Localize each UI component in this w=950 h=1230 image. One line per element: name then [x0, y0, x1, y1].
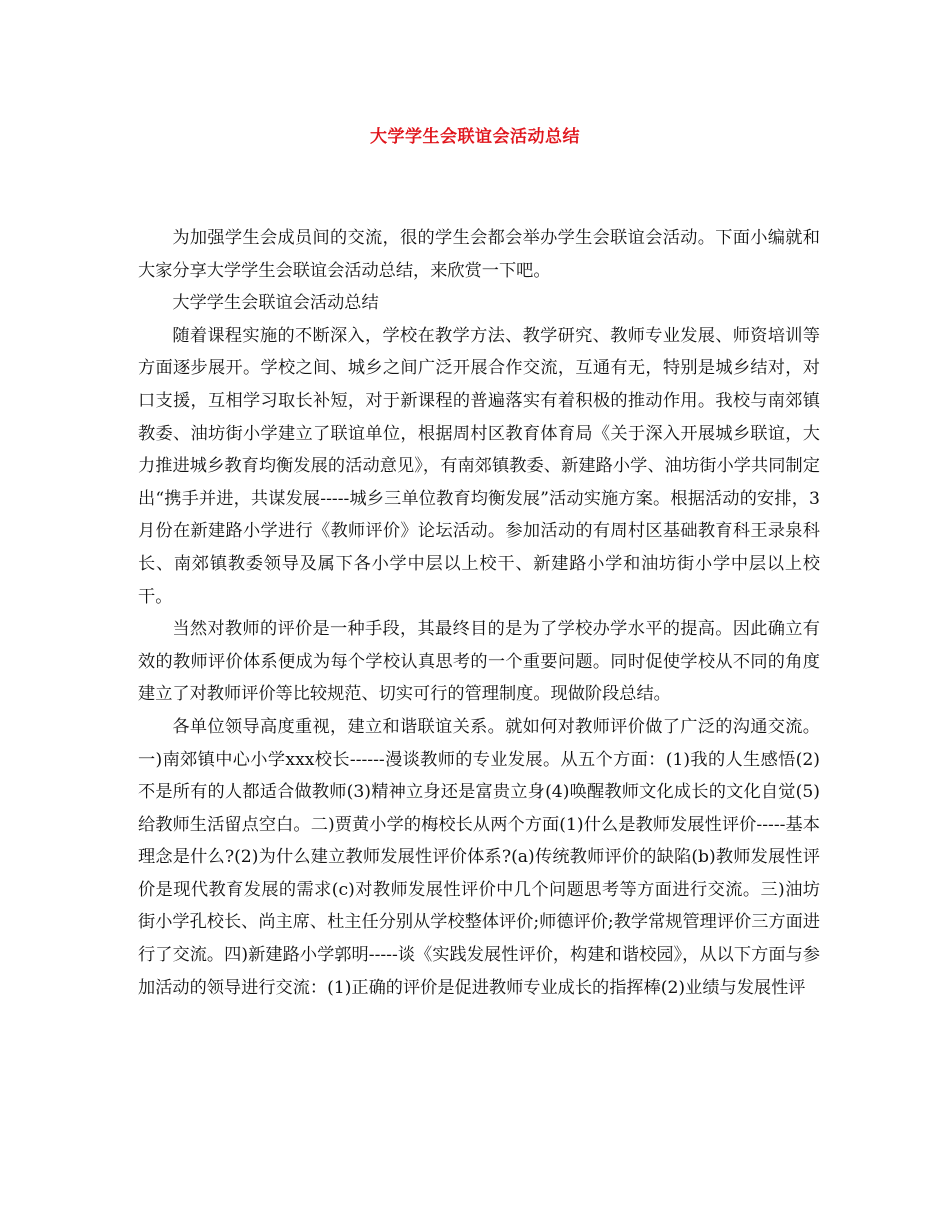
paragraph-subtitle: 大学学生会联谊会活动总结	[172, 293, 379, 314]
paragraph-background: 随着课程实施的不断深入，学校在教学方法、教学研究、教师专业发展、师资培训等方面逐步展开。学校之间、城乡之间广泛开展合作交流，互通有无，特别是城乡结对，对口支援，互相学习取长补短，对于新课程的普遍落实有着积极的推动作用。我校与南郊镇教委、油坊街小学建立了联谊单位，根据周村区教育体育局《关于深入开展城乡联谊，大力推进城乡教育均衡发展的活动意见》，有南郊镇教委、新建路小学、油坊街小学共同制定出“携手并进，共谋发展-----城乡三单位教育均衡发展”活动实施方案。根据活动的安排，3月份在新建路小学进行《教师评价》论坛活动。参加活动的有周村区基础教育科王录泉科长、南郊镇教委领导及属下各小学中层以上校干、新建路小学和油坊街小学中层以上校干。	[138, 325, 820, 607]
paragraph-purpose: 当然对教师的评价是一种手段，其最终目的是为了学校办学水平的提高。因此确立有效的教师评价体系便成为每个学校认真思考的一个重要问题。同时促使学校从不同的角度建立了对教师评价等比较规范、切实可行的管理制度。现做阶段总结。	[138, 619, 820, 705]
document-body	[138, 222, 820, 1004]
paragraph-intro: 为加强学生会成员间的交流，很的学生会都会举办学生会联谊会活动。下面小编就和大家分享大学学生会联谊会活动总结，来欣赏一下吧。	[138, 228, 820, 281]
document-title: 大学学生会联谊会活动总结	[370, 127, 580, 147]
paragraph-exchange: 各单位领导高度重视，建立和谐联谊关系。就如何对教师评价做了广泛的沟通交流。一)南郊镇中心小学xxx校长------漫谈教师的专业发展。从五个方面：(1)我的人生感悟(2)不是所有的人都适合做教师(3)精神立身还是富贵立身(4)唤醒教师文化成长的文化自觉(5)给教师生活留点空白。二)贾黄小学的梅校长从两个方面(1)什么是教师发展性评价-----基本理念是什么?(2)为什么建立教师发展性评价体系?(a)传统教师评价的缺陷(b)教师发展性评价是现代教育发展的需求(c)对教师发展性评价中几个问题思考等方面进行交流。三)油坊街小学孔校长、尚主席、杜主任分别从学校整体评价;师德评价;教学常规管理评价三方面进行了交流。四)新建路小学郭明-----谈《实践发展性评价，构建和谐校园》，从以下方面与参加活动的领导进行交流：(1)正确的评价是促进教师专业成长的指挥棒(2)业绩与发展性评	[138, 716, 820, 998]
